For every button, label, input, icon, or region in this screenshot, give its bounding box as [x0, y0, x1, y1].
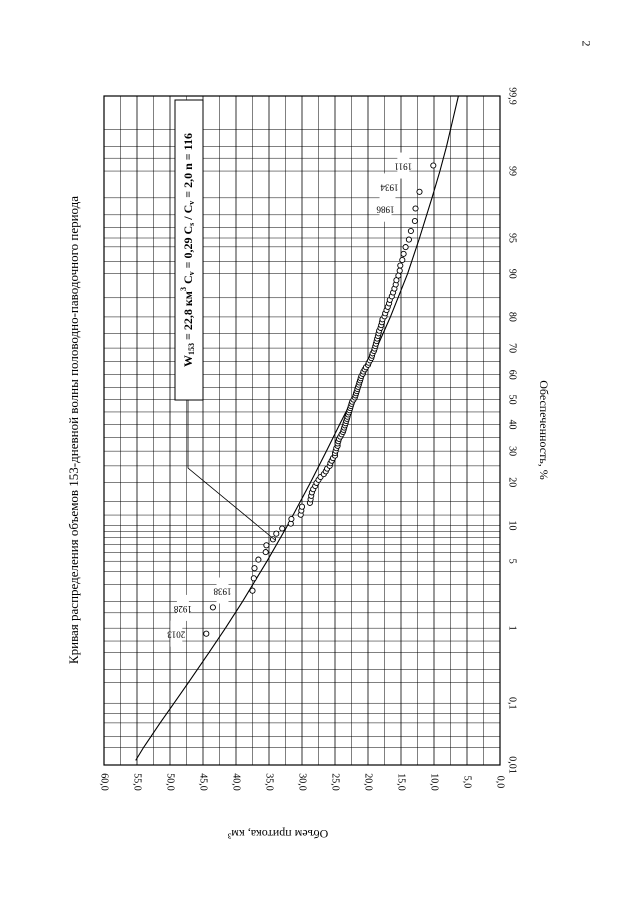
- legend-box: [175, 100, 203, 400]
- probability-tick-label: 30: [506, 446, 518, 457]
- probability-tick-label: 80: [506, 311, 518, 322]
- data-point: [417, 189, 422, 194]
- legend-cv-sub: v: [186, 271, 196, 276]
- data-point: [289, 516, 294, 521]
- volume-tick-label: 25,0: [329, 773, 341, 791]
- x-axis-title: Обеспеченность, %: [537, 380, 551, 480]
- volume-tick-label: 45,0: [197, 773, 209, 791]
- data-point: [413, 206, 418, 211]
- probability-tick-label: 95: [506, 233, 518, 244]
- data-point: [431, 163, 436, 168]
- volume-tick-label: 0,0: [494, 775, 506, 789]
- volume-tick-label: 60,0: [98, 773, 110, 791]
- volume-tick-label: 5,0: [461, 775, 473, 789]
- legend-w-sub: 153: [186, 342, 196, 355]
- data-point: [400, 257, 405, 262]
- probability-tick-label: 99,9: [506, 87, 518, 105]
- chart-title: Кривая распределения объемов 153-дневной волны половодно-паводочного периода: [66, 195, 81, 665]
- year-label: 1938: [213, 586, 232, 597]
- data-point: [250, 588, 255, 593]
- volume-tick-label: 55,0: [131, 773, 143, 791]
- legend-ratio-value: = 2,0: [180, 172, 195, 201]
- legend-cv: C: [180, 275, 195, 285]
- volume-tick-label: 50,0: [164, 773, 176, 791]
- legend-n: n = 116: [180, 133, 195, 170]
- legend-ratio-mid: / C: [180, 204, 195, 223]
- probability-tick-label: 90: [506, 268, 518, 279]
- volume-tick-label: 15,0: [395, 773, 407, 791]
- year-label: 1986: [376, 204, 395, 215]
- probability-tick-label: 99: [506, 166, 518, 177]
- ticks: [99, 87, 518, 791]
- volume-tick-label: 10,0: [428, 773, 440, 791]
- data-point: [252, 566, 257, 571]
- data-point: [204, 631, 209, 636]
- data-point: [396, 273, 401, 278]
- legend-w-value: = 22,8 км: [180, 291, 195, 343]
- data-point: [256, 557, 261, 562]
- page-number: 2: [579, 40, 594, 47]
- data-point: [251, 576, 256, 581]
- grid: [104, 96, 500, 765]
- data-point: [280, 526, 285, 531]
- data-point: [299, 504, 304, 509]
- legend-cs-sub: s: [186, 222, 196, 226]
- data-point: [406, 237, 411, 242]
- volume-tick-label: 40,0: [230, 773, 242, 791]
- legend-cv-value: = 0,29: [180, 237, 195, 272]
- data-point: [401, 251, 406, 256]
- legend-w-sup: 3: [178, 287, 188, 292]
- data-point: [412, 218, 417, 223]
- probability-tick-label: 10: [506, 520, 518, 531]
- probability-tick-label: 70: [506, 343, 518, 354]
- legend-cs: C: [180, 225, 195, 235]
- data-point: [398, 263, 403, 268]
- probability-tick-label: 60: [506, 369, 518, 380]
- year-label: 1934: [380, 182, 399, 193]
- legend-leader-line: [188, 400, 275, 540]
- volume-tick-label: 30,0: [296, 773, 308, 791]
- data-point: [263, 550, 268, 555]
- data-point: [403, 245, 408, 250]
- probability-tick-label: 50: [506, 394, 518, 405]
- year-label: 1911: [394, 161, 413, 172]
- probability-tick-label: 20: [506, 477, 518, 488]
- data-point: [408, 228, 413, 233]
- probability-tick-label: 0,1: [506, 696, 518, 710]
- legend-w: W: [180, 354, 195, 367]
- probability-tick-label: 5: [506, 558, 518, 564]
- probability-tick-label: 40: [506, 419, 518, 430]
- legend-ratio-sub: v: [186, 200, 196, 205]
- year-label: 1928: [173, 603, 192, 614]
- year-label: 2013: [167, 629, 186, 640]
- volume-tick-label: 35,0: [263, 773, 275, 791]
- data-point: [274, 531, 279, 536]
- y-axis-title: Объем притока, км³: [227, 827, 329, 841]
- data-point: [397, 268, 402, 273]
- legend-parameters: [179, 133, 196, 367]
- volume-tick-label: 20,0: [362, 773, 374, 791]
- probability-tick-label: 0,01: [506, 756, 518, 774]
- probability-tick-label: 1: [506, 625, 518, 631]
- data-point: [270, 537, 275, 542]
- data-point: [210, 605, 215, 610]
- data-point: [264, 543, 269, 548]
